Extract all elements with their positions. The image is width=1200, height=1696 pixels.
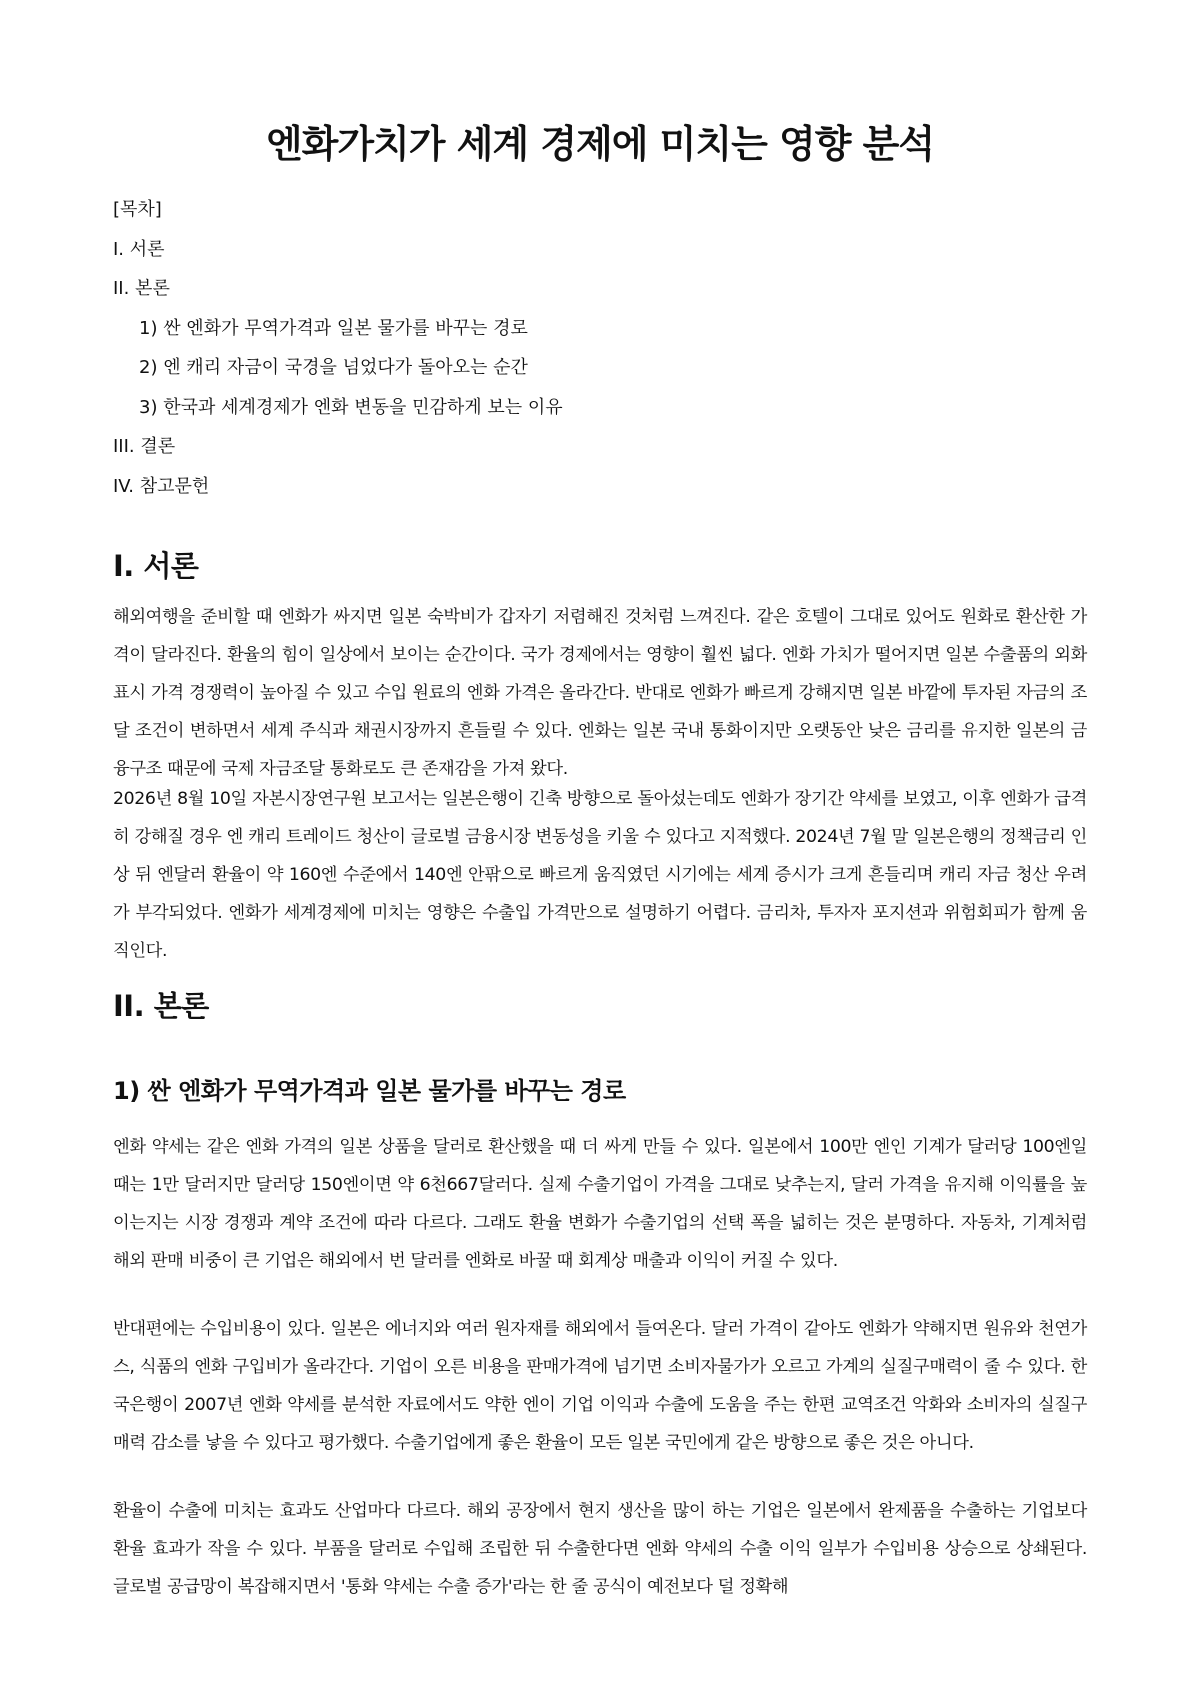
toc-item-conclusion: III. 결론 [113, 436, 176, 457]
document-title: 엔화가치가 세계 경제에 미치는 영향 분석 [265, 122, 935, 166]
toc-item-body-2: 2) 엔 캐리 자금이 국경을 넘었다가 돌아오는 순간 [139, 357, 528, 378]
body-heading: II. 본론 [113, 989, 209, 1023]
toc-item-body-1: 1) 싼 엔화가 무역가격과 일본 물가를 바꾸는 경로 [139, 317, 528, 339]
body-subsection-1-paragraph-2: 반대편에는 수입비용이 있다. 일본은 에너지와 여러 원자재를 해외에서 들여온다. 달러 가격이 같아도 엔화가 약해지면 원유와 천연가스, 식품의 엔화 구입비가 올라간다. 기업이 오른 비용을 판매가격에 넘기면 소비자물가가 오르고 가계의 실질구매력이 줄 수 있다. 한국은행이 2007년 엔화 약세를 분석한 자료에서도 약한 엔이 기업 이익과 수출에 도움을 주는 한편 교역조건 악화와 소비자의 실질구매력 감소를 낳을 수 있다고 평가했다. 수출기업에게 좋은 환율이 모든 일본 국민에게 같은 방향으로 좋은 것은 아니다. [113, 1319, 1087, 1453]
intro-paragraph-2: 2026년 8월 10일 자본시장연구원 보고서는 일본은행이 긴축 방향으로 돌아섰는데도 엔화가 장기간 약세를 보였고, 이후 엔화가 급격히 강해질 경우 엔 캐리 트레이드 청산이 글로벌 금융시장 변동성을 키울 수 있다고 지적했다. 2024년 7월 말 일본은행의 정책금리 인상 뒤 엔달러 환율이 약 160엔 수준에서 140엔 안팎으로 빠르게 움직였던 시기에는 세계 증시가 크게 흔들리며 캐리 자금 청산 우려가 부각되었다. 엔화가 세계경제에 미치는 영향은 수출입 가격만으로 설명하기 어렵다. 금리차, 투자자 포지션과 위험회피가 함께 움직인다. [113, 789, 1087, 961]
toc-item-references: IV. 참고문헌 [113, 475, 210, 497]
body-subsection-1-paragraph-1: 엔화 약세는 같은 엔화 가격의 일본 상품을 달러로 환산했을 때 더 싸게 만들 수 있다. 일본에서 100만 엔인 기계가 달러당 100엔일 때는 1만 달러지만 달러당 150엔이면 약 6천667달러다. 실제 수출기업이 가격을 그대로 낮추는지, 달러 가격을 유지해 이익률을 높이는지는 시장 경쟁과 계약 조건에 따라 다르다. 그래도 환율 변화가 수출기업의 선택 폭을 넓히는 것은 분명하다. 자동차, 기계처럼 해외 판매 비중이 큰 기업은 해외에서 번 달러를 엔화로 바꿀 때 회계상 매출과 이익이 커질 수 있다. [113, 1137, 1087, 1271]
toc-item-body-3: 3) 한국과 세계경제가 엔화 변동을 민감하게 보는 이유 [139, 396, 563, 418]
body-subsection-1-paragraph-3: 환율이 수출에 미치는 효과도 산업마다 다르다. 해외 공장에서 현지 생산을 많이 하는 기업은 일본에서 완제품을 수출하는 기업보다 환율 효과가 작을 수 있다. 부품을 달러로 수입해 조립한 뒤 수출한다면 엔화 약세의 수출 이익 일부가 수입비용 상승으로 상쇄된다. 글로벌 공급망이 복잡해지면서 '통화 약세는 수출 증가'라는 한 줄 공식이 예전보다 덜 정확해 [113, 1501, 1087, 1597]
intro-paragraph-1: 해외여행을 준비할 때 엔화가 싸지면 일본 숙박비가 갑자기 저렴해진 것처럼 느껴진다. 같은 호텔이 그대로 있어도 원화로 환산한 가격이 달라진다. 환율의 힘이 일상에서 보이는 순간이다. 국가 경제에서는 영향이 훨씬 넓다. 엔화 가치가 떨어지면 일본 수출품의 외화 표시 가격 경쟁력이 높아질 수 있고 수입 원료의 엔화 가격은 올라간다. 반대로 엔화가 빠르게 강해지면 일본 바깥에 투자된 자금의 조달 조건이 변하면서 세계 주식과 채권시장까지 흔들릴 수 있다. 엔화는 일본 국내 통화이지만 오랫동안 낮은 금리를 유지한 일본의 금융구조 때문에 국제 자금조달 통화로도 큰 존재감을 가져 왔다. [113, 607, 1087, 779]
toc-heading: [목차] [113, 199, 162, 220]
table-of-contents [113, 190, 1087, 506]
toc-item-intro: I. 서론 [113, 238, 165, 260]
toc-item-body: II. 본론 [113, 278, 170, 299]
intro-heading: I. 서론 [113, 549, 199, 583]
body-subsection-1-heading: 1) 싼 엔화가 무역가격과 일본 물가를 바꾸는 경로 [113, 1077, 626, 1105]
